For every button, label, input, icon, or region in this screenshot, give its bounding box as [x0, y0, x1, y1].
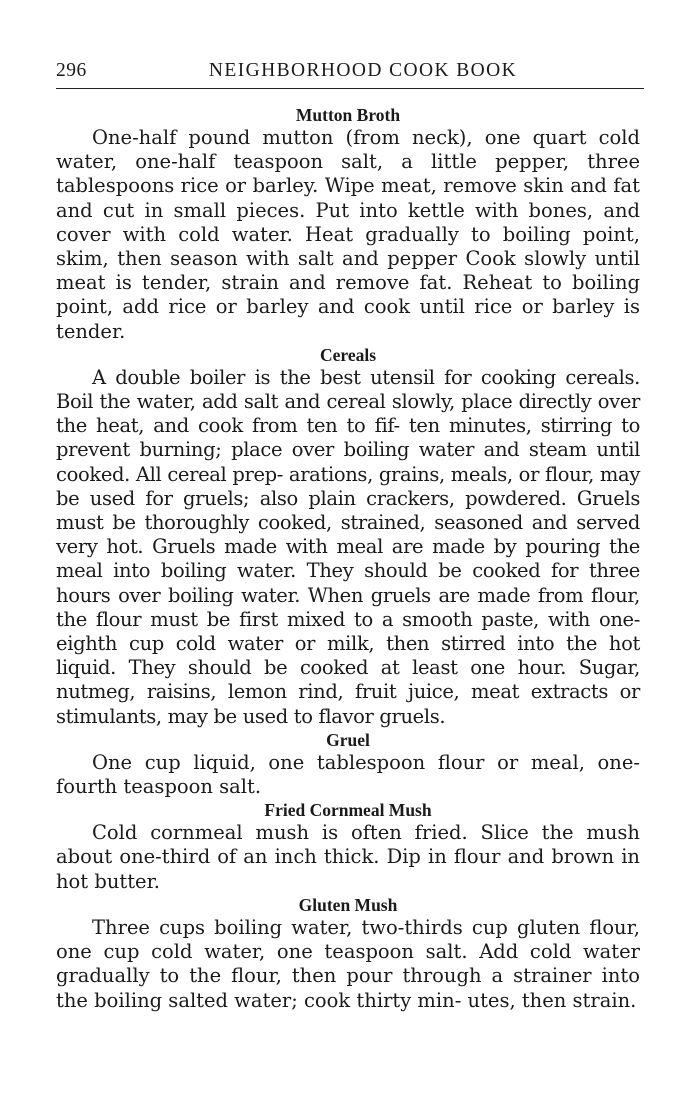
recipe-text-gluten-mush: Three cups boiling water, two-thirds cup gluten flour, one cup cold water, one teaspoon salt. Add cold water gradually to the flour, then pour through a strainer into the boiling salted water; cook thirty min- utes, then strain.	[56, 915, 640, 1012]
recipe-title-gruel: Gruel	[326, 729, 370, 750]
header-rule	[56, 88, 644, 89]
recipe-title-gluten-mush: Gluten Mush	[298, 894, 398, 915]
recipe-title-fried-cornmeal-mush: Fried Cornmeal Mush	[264, 800, 432, 821]
recipe-text-gruel: One cup liquid, one tablespoon flour or meal, one- fourth teaspoon salt.	[56, 750, 640, 799]
recipe-text-mutton-broth: One-half pound mutton (from neck), one quart cold water, one-half teaspoon salt, a little pepper, three tablespoons rice or barley. Wipe meat, remove skin and fat and cut in small pieces. Put into kettle with bones, and cover with cold water. Heat gradually to boiling point, skim, then season with salt and pepper Cook slowly until meat is tender, strain and remove fat. Reheat to boiling point, add rice or barley and cook until rice or barley is tender.	[56, 126, 640, 343]
recipe-title-cereals: Cereals	[319, 344, 377, 365]
recipe-title-mutton-broth: Mutton Broth	[295, 105, 401, 125]
book-title: NEIGHBORHOOD COOK BOOK	[208, 60, 518, 81]
running-header	[56, 58, 640, 86]
recipe-text-fried-cornmeal-mush: Cold cornmeal mush is often fried. Slice the mush about one-third of an inch thick. Dip in flour and brown in hot butter.	[56, 821, 640, 893]
recipe-text-cereals: A double boiler is the best utensil for cooking cereals. Boil the water, add salt and cereal slowly, place directly over the heat, and cook from ten to fif- ten minutes, stirring to prevent burning; place over boiling water and steam until cooked. All cereal prep- arations, grains, meals, or flour, may be used for gruels; also plain crackers, powdered. Gruels must be thoroughly cooked, strained, seasoned and served very hot. Gruels made with meal are made by pouring the meal into boiling water. They should be cooked for three hours over boiling water. When gruels are made from flour, the flour must be first mixed to a smooth paste, with one-eighth cup cold water or milk, then stirred into the hot liquid. They should be cooked at least one hour. Sugar, nutmeg, raisins, lemon rind, fruit juice, meat extracts or stimulants, may be used to flavor gruels.	[56, 365, 640, 728]
page-number: 296	[56, 60, 87, 81]
book-page	[56, 58, 640, 1013]
